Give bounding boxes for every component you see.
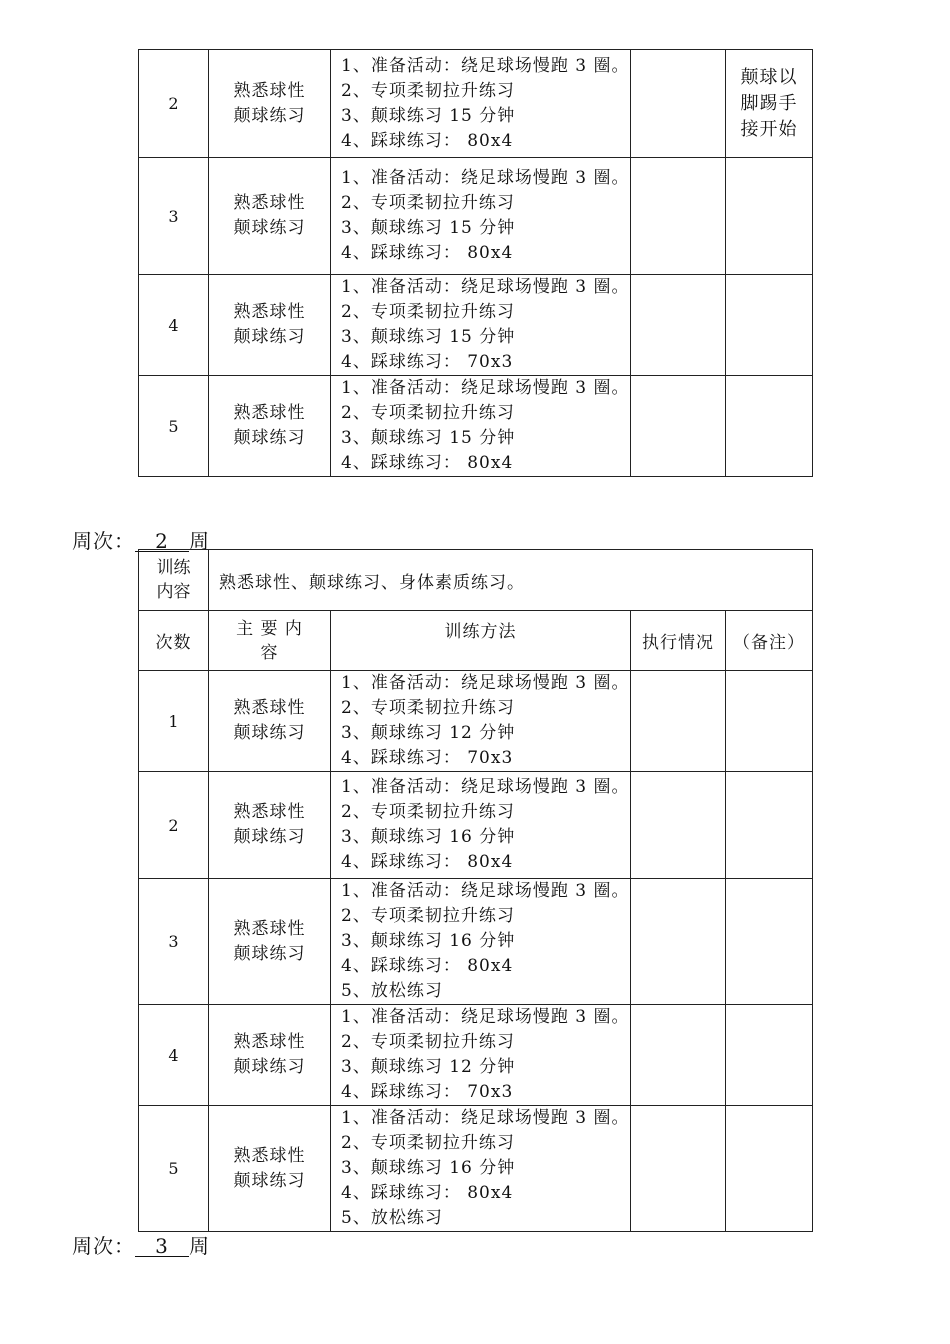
table-row: [139, 671, 813, 772]
method-line: 2、专项柔韧拉升练习: [341, 1032, 515, 1052]
content-line: 颠球练习: [233, 327, 306, 347]
session-number: 2: [139, 772, 209, 879]
training-method-cell: [331, 772, 631, 879]
header-main-content: [209, 611, 331, 671]
method-line: 1、准备活动：绕足球场慢跑 3 圈。: [341, 881, 630, 901]
method-line: 3、颠球练习 12 分钟: [341, 723, 516, 743]
content-line: 颠球练习: [233, 827, 306, 847]
method-line: 4、踩球练习： 70x3: [341, 1082, 514, 1102]
main-content-cell: [209, 1106, 331, 1232]
method-line: 3、颠球练习 16 分钟: [341, 1158, 516, 1178]
content-line: 熟悉球性: [233, 302, 306, 322]
method-line: 2、专项柔韧拉升练习: [341, 802, 515, 822]
execution-cell: [631, 772, 726, 879]
execution-cell: [631, 879, 726, 1005]
header-line: 容: [260, 642, 279, 663]
week-prefix: 周次：: [72, 1234, 135, 1258]
table-row: [139, 772, 813, 879]
method-line: 4、踩球练习： 80x4: [341, 1183, 514, 1203]
note-cell: [726, 50, 813, 158]
header-note: （备注）: [726, 611, 813, 671]
content-line: 颠球练习: [233, 218, 306, 238]
main-content-cell: [209, 879, 331, 1005]
training-method-cell: [331, 1106, 631, 1232]
session-number: 3: [139, 879, 209, 1005]
note-cell: [726, 158, 813, 275]
training-table-week2: [138, 549, 813, 1232]
train-content-text: 熟悉球性、颠球练习、身体素质练习。: [209, 550, 813, 611]
main-content-cell: [209, 275, 331, 376]
week-suffix: 周: [189, 1234, 210, 1258]
week-suffix: 周: [189, 529, 210, 553]
train-content-row: [139, 550, 813, 611]
header-execution: 执行情况: [631, 611, 726, 671]
table-row: [139, 376, 813, 477]
execution-cell: [631, 50, 726, 158]
content-line: 颠球练习: [233, 428, 306, 448]
execution-cell: [631, 671, 726, 772]
method-line: 4、踩球练习： 80x4: [341, 130, 514, 151]
header-line: 主 要 内: [236, 618, 303, 639]
week-number: 2: [135, 531, 189, 552]
method-line: 2、专项柔韧拉升练习: [341, 1133, 515, 1153]
session-number: 5: [139, 376, 209, 477]
content-line: 熟悉球性: [233, 403, 306, 423]
method-line: 3、颠球练习 15 分钟: [341, 327, 516, 347]
note-cell: [726, 772, 813, 879]
method-line: 1、准备活动：绕足球场慢跑 3 圈。: [341, 168, 630, 188]
header-session-number: 次数: [139, 611, 209, 671]
session-number: 3: [139, 158, 209, 275]
note-cell: [726, 1005, 813, 1106]
method-line: 3、颠球练习 15 分钟: [341, 428, 516, 448]
main-content-cell: [209, 50, 331, 158]
table-row: [139, 158, 813, 275]
training-method-cell: [331, 158, 631, 275]
table-row: [139, 50, 813, 158]
label-line: 内容: [156, 582, 191, 602]
session-number: 5: [139, 1106, 209, 1232]
training-method-cell: [331, 376, 631, 477]
method-line: 5、放松练习: [341, 981, 443, 1001]
method-line: 1、准备活动：绕足球场慢跑 3 圈。: [341, 1007, 630, 1027]
training-method-cell: [331, 671, 631, 772]
method-line: 1、准备活动：绕足球场慢跑 3 圈。: [341, 378, 630, 398]
method-line: 4、踩球练习： 80x4: [341, 243, 514, 263]
method-line: 5、放松练习: [341, 1208, 443, 1228]
label-line: 训练: [156, 558, 191, 578]
method-line: 2、专项柔韧拉升练习: [341, 906, 515, 926]
method-line: 2、专项柔韧拉升练习: [341, 193, 515, 213]
content-line: 颠球练习: [233, 943, 306, 964]
method-line: 1、准备活动：绕足球场慢跑 3 圈。: [341, 55, 630, 76]
method-line: 4、踩球练习： 80x4: [341, 956, 514, 976]
method-line: 4、踩球练习： 70x3: [341, 748, 514, 768]
method-line: 2、专项柔韧拉升练习: [341, 403, 515, 423]
training-method-cell: [331, 275, 631, 376]
note-cell: [726, 671, 813, 772]
main-content-cell: [209, 772, 331, 879]
content-line: 颠球练习: [233, 105, 306, 126]
training-method-cell: [331, 1005, 631, 1106]
main-content-cell: [209, 671, 331, 772]
note-line: 接开始: [740, 118, 798, 140]
training-table-week1: [138, 49, 813, 477]
method-line: 4、踩球练习： 80x4: [341, 453, 514, 473]
execution-cell: [631, 1106, 726, 1232]
training-method-cell: [331, 50, 631, 158]
method-line: 1、准备活动：绕足球场慢跑 3 圈。: [341, 1108, 630, 1128]
session-number: 4: [139, 1005, 209, 1106]
content-line: 熟悉球性: [233, 918, 306, 939]
week-prefix: 周次：: [72, 529, 135, 553]
method-line: 3、颠球练习 15 分钟: [341, 218, 516, 238]
execution-cell: [631, 1005, 726, 1106]
method-line: 4、踩球练习： 80x4: [341, 852, 514, 872]
content-line: 熟悉球性: [233, 1032, 306, 1052]
session-number: 1: [139, 671, 209, 772]
execution-cell: [631, 158, 726, 275]
method-line: 3、颠球练习 15 分钟: [341, 105, 516, 126]
note-cell: [726, 879, 813, 1005]
session-number: 4: [139, 275, 209, 376]
execution-cell: [631, 376, 726, 477]
content-line: 熟悉球性: [233, 1145, 306, 1166]
content-line: 颠球练习: [233, 723, 306, 743]
note-cell: [726, 275, 813, 376]
method-line: 3、颠球练习 16 分钟: [341, 931, 516, 951]
note-cell: [726, 1106, 813, 1232]
week-heading: [72, 1230, 210, 1259]
main-content-cell: [209, 376, 331, 477]
method-line: 2、专项柔韧拉升练习: [341, 80, 515, 101]
note-line: 脚踢手: [740, 92, 798, 114]
main-content-cell: [209, 1005, 331, 1106]
content-line: 颠球练习: [233, 1057, 306, 1077]
table-row: [139, 275, 813, 376]
note-cell: [726, 376, 813, 477]
method-line: 1、准备活动：绕足球场慢跑 3 圈。: [341, 777, 630, 797]
session-number: 2: [139, 50, 209, 158]
header-training-method: 训练方法: [331, 611, 631, 671]
table-row: [139, 879, 813, 1005]
method-line: 3、颠球练习 12 分钟: [341, 1057, 516, 1077]
content-line: 熟悉球性: [233, 698, 306, 718]
content-line: 熟悉球性: [233, 193, 306, 213]
week-number: 3: [135, 1236, 189, 1257]
table-row: [139, 1106, 813, 1232]
method-line: 2、专项柔韧拉升练习: [341, 302, 515, 322]
content-line: 熟悉球性: [233, 802, 306, 822]
content-line: 熟悉球性: [233, 80, 306, 101]
execution-cell: [631, 275, 726, 376]
method-line: 4、踩球练习： 70x3: [341, 352, 514, 372]
main-content-cell: [209, 158, 331, 275]
header-row: [139, 611, 813, 671]
method-line: 1、准备活动：绕足球场慢跑 3 圈。: [341, 673, 630, 693]
content-line: 颠球练习: [233, 1170, 306, 1191]
method-line: 3、颠球练习 16 分钟: [341, 827, 516, 847]
note-line: 颠球以: [740, 66, 798, 88]
table-row: [139, 1005, 813, 1106]
train-content-label: [139, 550, 209, 611]
training-method-cell: [331, 879, 631, 1005]
method-line: 1、准备活动：绕足球场慢跑 3 圈。: [341, 277, 630, 297]
method-line: 2、专项柔韧拉升练习: [341, 698, 515, 718]
